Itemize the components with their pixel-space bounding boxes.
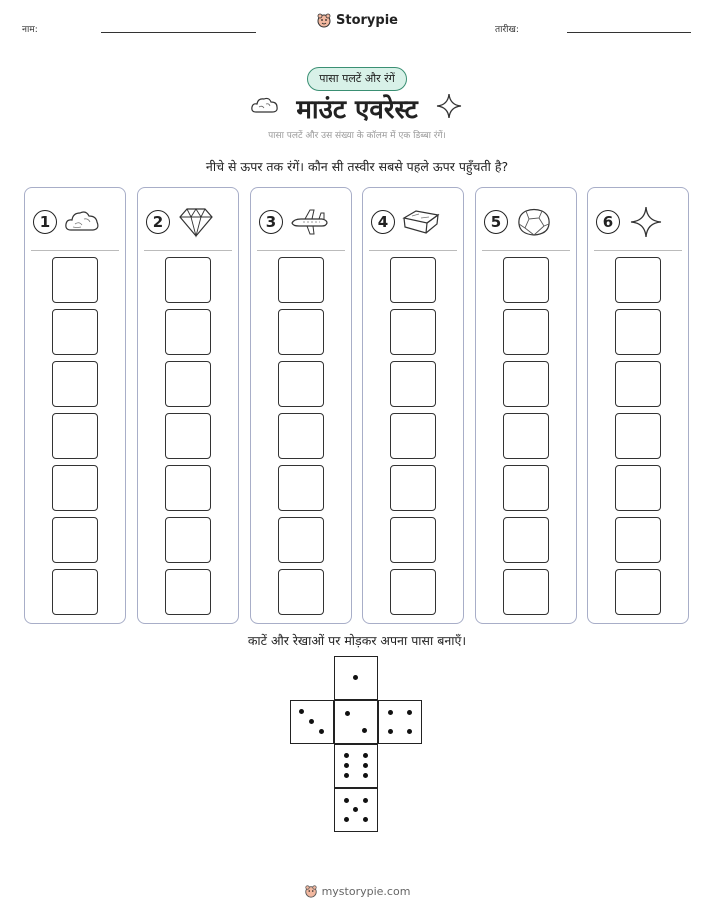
color-box[interactable] <box>390 257 436 303</box>
date-label: तारीख: <box>495 25 519 35</box>
color-box[interactable] <box>52 309 98 355</box>
pip <box>344 798 349 803</box>
activity-badge: पासा पलटें और रंगें <box>307 67 407 91</box>
page-title: माउंट एवरेस्ट <box>296 95 418 125</box>
color-box[interactable] <box>278 517 324 563</box>
dice-face-3 <box>290 700 334 744</box>
color-box[interactable] <box>390 361 436 407</box>
pip <box>309 719 314 724</box>
pip <box>407 729 412 734</box>
dice-face-4 <box>378 700 422 744</box>
color-box[interactable] <box>390 309 436 355</box>
color-box[interactable] <box>503 361 549 407</box>
footer-url[interactable]: mystorypie.com <box>321 884 411 898</box>
color-box[interactable] <box>615 309 661 355</box>
airplane-icon <box>289 206 329 238</box>
color-box[interactable] <box>52 257 98 303</box>
color-box[interactable] <box>165 361 211 407</box>
color-box[interactable] <box>503 257 549 303</box>
dice-face-5 <box>334 788 378 832</box>
pip <box>363 763 368 768</box>
color-box[interactable] <box>615 413 661 459</box>
color-box[interactable] <box>503 309 549 355</box>
column-3 <box>250 187 352 624</box>
column-4 <box>362 187 464 624</box>
column-number: 6 <box>596 210 620 234</box>
color-box[interactable] <box>165 517 211 563</box>
pip <box>407 710 412 715</box>
color-box[interactable] <box>615 465 661 511</box>
color-box[interactable] <box>278 569 324 615</box>
instruction: नीचे से ऊपर तक रंगें। कौन सी तस्वीर सबसे पहले ऊपर पहुँचती है? <box>205 159 509 174</box>
column-number: 5 <box>484 210 508 234</box>
pip <box>344 763 349 768</box>
color-box[interactable] <box>165 257 211 303</box>
color-box[interactable] <box>390 413 436 459</box>
dice-face-2 <box>334 700 378 744</box>
column-divider <box>257 250 345 251</box>
pip <box>353 807 358 812</box>
pip <box>344 753 349 758</box>
color-box[interactable] <box>615 361 661 407</box>
column-divider <box>144 250 232 251</box>
color-box[interactable] <box>615 569 661 615</box>
name-line[interactable] <box>101 32 256 33</box>
column-divider <box>31 250 119 251</box>
ice-block-icon <box>401 206 441 238</box>
pip <box>388 729 393 734</box>
storypie-mascot-icon <box>304 884 318 898</box>
pip <box>388 710 393 715</box>
color-box[interactable] <box>52 361 98 407</box>
color-box[interactable] <box>390 465 436 511</box>
column-divider <box>594 250 682 251</box>
footer <box>0 884 714 901</box>
column-1 <box>24 187 126 624</box>
sparkle-icon <box>626 206 666 238</box>
cloud-icon <box>63 206 103 238</box>
subtitle: पासा पलटें और उस संख्या के कॉलम में एक डिब्बा रंगें। <box>268 131 446 141</box>
storypie-mascot-icon <box>316 12 332 28</box>
name-label: नाम: <box>22 25 38 35</box>
color-box[interactable] <box>278 309 324 355</box>
column-number: 4 <box>371 210 395 234</box>
color-box[interactable] <box>278 413 324 459</box>
column-divider <box>482 250 570 251</box>
color-box[interactable] <box>165 569 211 615</box>
brand-logo <box>0 12 714 32</box>
pip <box>319 729 324 734</box>
column-number: 3 <box>259 210 283 234</box>
color-box[interactable] <box>278 361 324 407</box>
color-box[interactable] <box>52 569 98 615</box>
color-box[interactable] <box>52 517 98 563</box>
color-box[interactable] <box>165 309 211 355</box>
date-line[interactable] <box>567 32 691 33</box>
cut-instruction: काटें और रेखाओं पर मोड़कर अपना पासा बनाएँ। <box>247 633 467 648</box>
color-box[interactable] <box>503 517 549 563</box>
color-box[interactable] <box>615 517 661 563</box>
color-box[interactable] <box>390 517 436 563</box>
color-box[interactable] <box>390 569 436 615</box>
color-box[interactable] <box>278 257 324 303</box>
color-box[interactable] <box>503 569 549 615</box>
rock-icon <box>514 206 554 238</box>
color-box[interactable] <box>165 413 211 459</box>
color-box[interactable] <box>615 257 661 303</box>
color-box[interactable] <box>52 413 98 459</box>
column-number: 2 <box>146 210 170 234</box>
dice-face-6 <box>334 744 378 788</box>
column-5 <box>475 187 577 624</box>
column-6 <box>587 187 689 624</box>
column-2 <box>137 187 239 624</box>
color-box[interactable] <box>503 465 549 511</box>
color-box[interactable] <box>165 465 211 511</box>
column-number: 1 <box>33 210 57 234</box>
column-divider <box>369 250 457 251</box>
color-box[interactable] <box>278 465 324 511</box>
color-box[interactable] <box>52 465 98 511</box>
dice-face-1 <box>334 656 378 700</box>
color-box[interactable] <box>503 413 549 459</box>
pip <box>353 675 358 680</box>
pip <box>344 817 349 822</box>
pip <box>345 711 350 716</box>
brand-name: Storypie <box>336 12 398 28</box>
pip <box>363 773 368 778</box>
diamond-icon <box>176 206 216 238</box>
pip <box>344 773 349 778</box>
sparkle-icon <box>436 93 462 119</box>
pip <box>363 798 368 803</box>
pip <box>299 709 304 714</box>
pip <box>363 753 368 758</box>
pip <box>363 817 368 822</box>
pip <box>362 728 367 733</box>
